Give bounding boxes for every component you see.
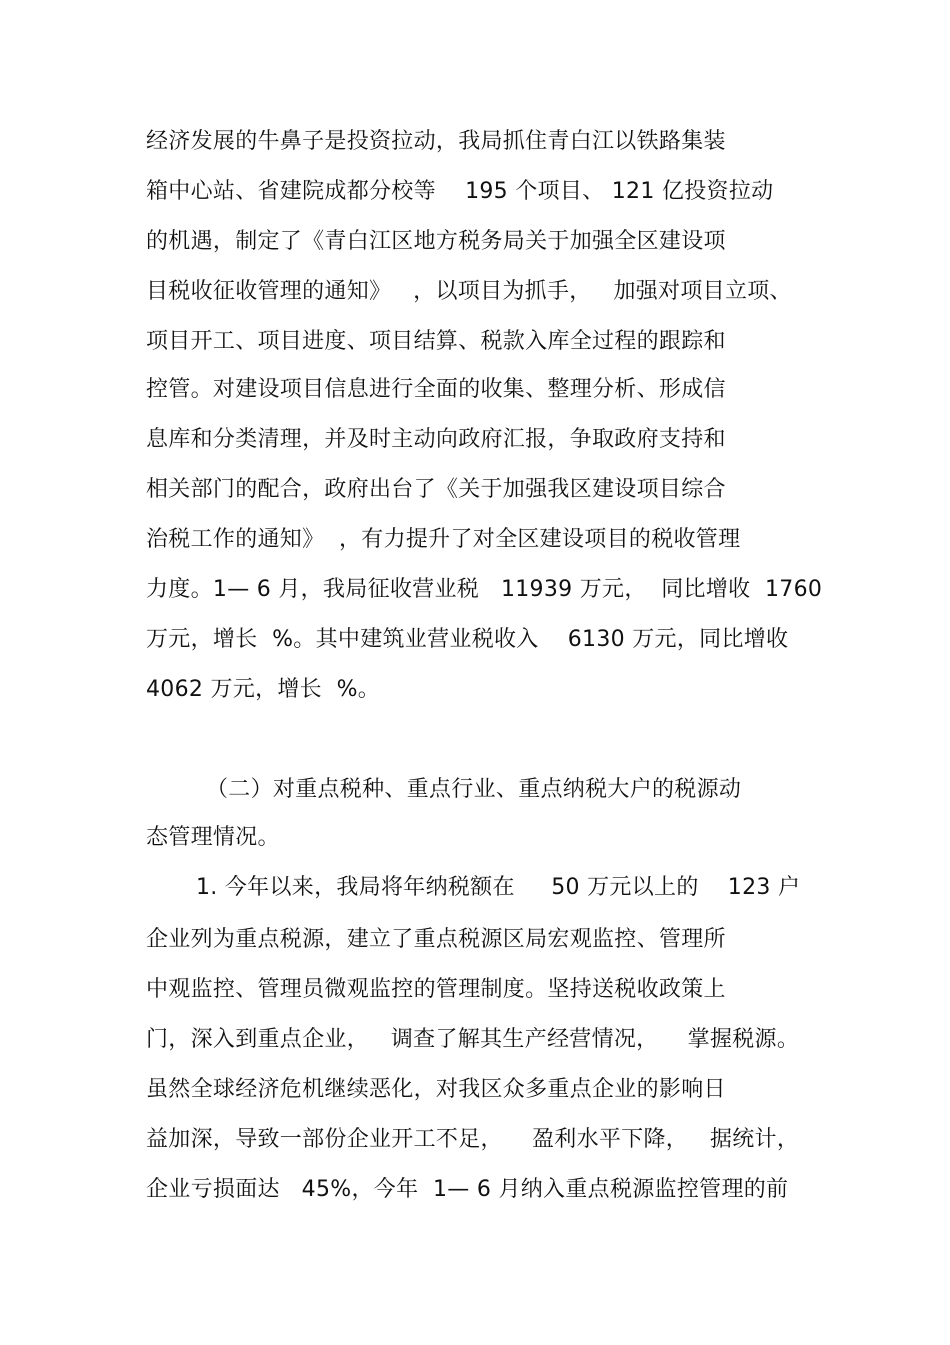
body-text-line: 虽然全球经济危机继续恶化，对我区众多重点企业的影响日: [146, 1077, 726, 1102]
section-heading-line: 态管理情况。: [146, 825, 280, 850]
body-text-line: 力度。1— 6 月，我局征收营业税 11939 万元， 同比增收 1760: [146, 577, 823, 602]
body-text-line: 箱中心站、省建院成都分校等 195 个项目、 121 亿投资拉动: [146, 179, 774, 204]
body-text-line: 项目开工、项目进度、项目结算、税款入库全过程的跟踪和: [146, 329, 726, 354]
body-text-line: 目税收征收管理的通知》 ，以项目为抓手， 加强对项目立项、: [146, 279, 792, 304]
body-text-line: 中观监控、管理员微观监控的管理制度。坚持送税收政策上: [146, 977, 726, 1002]
body-text-line: 经济发展的牛鼻子是投资拉动，我局抓住青白江以铁路集装: [146, 129, 726, 154]
body-text-line: 治税工作的通知》 ，有力提升了对全区建设项目的税收管理: [146, 527, 741, 552]
body-text-line: 益加深，导致一部份企业开工不足， 盈利水平下降， 据统计，: [146, 1127, 800, 1152]
body-text-line: 企业列为重点税源，建立了重点税源区局宏观监控、管理所: [146, 927, 726, 952]
body-text-line: 门，深入到重点企业， 调查了解其生产经营情况， 掌握税源。: [146, 1027, 800, 1052]
body-text-line: 万元，增长 %。其中建筑业营业税收入 6130 万元，同比增收: [146, 627, 789, 652]
body-text-line: 控管。对建设项目信息进行全面的收集、整理分析、形成信: [146, 377, 726, 402]
body-text-line: 的机遇，制定了《青白江区地方税务局关于加强全区建设项: [146, 229, 726, 254]
body-text-line: 相关部门的配合，政府出台了《关于加强我区建设项目综合: [146, 477, 726, 502]
body-text-line: 企业亏损面达 45%，今年 1— 6 月纳入重点税源监控管理的前: [146, 1177, 789, 1202]
section-heading-line: （二）对重点税种、重点行业、重点纳税大户的税源动: [206, 777, 742, 802]
body-text-line: 4062 万元，增长 %。: [146, 677, 381, 702]
body-text-line: 息库和分类清理，并及时主动向政府汇报，争取政府支持和: [146, 427, 726, 452]
body-text-line: 1. 今年以来，我局将年纳税额在 50 万元以上的 123 户: [196, 875, 801, 900]
